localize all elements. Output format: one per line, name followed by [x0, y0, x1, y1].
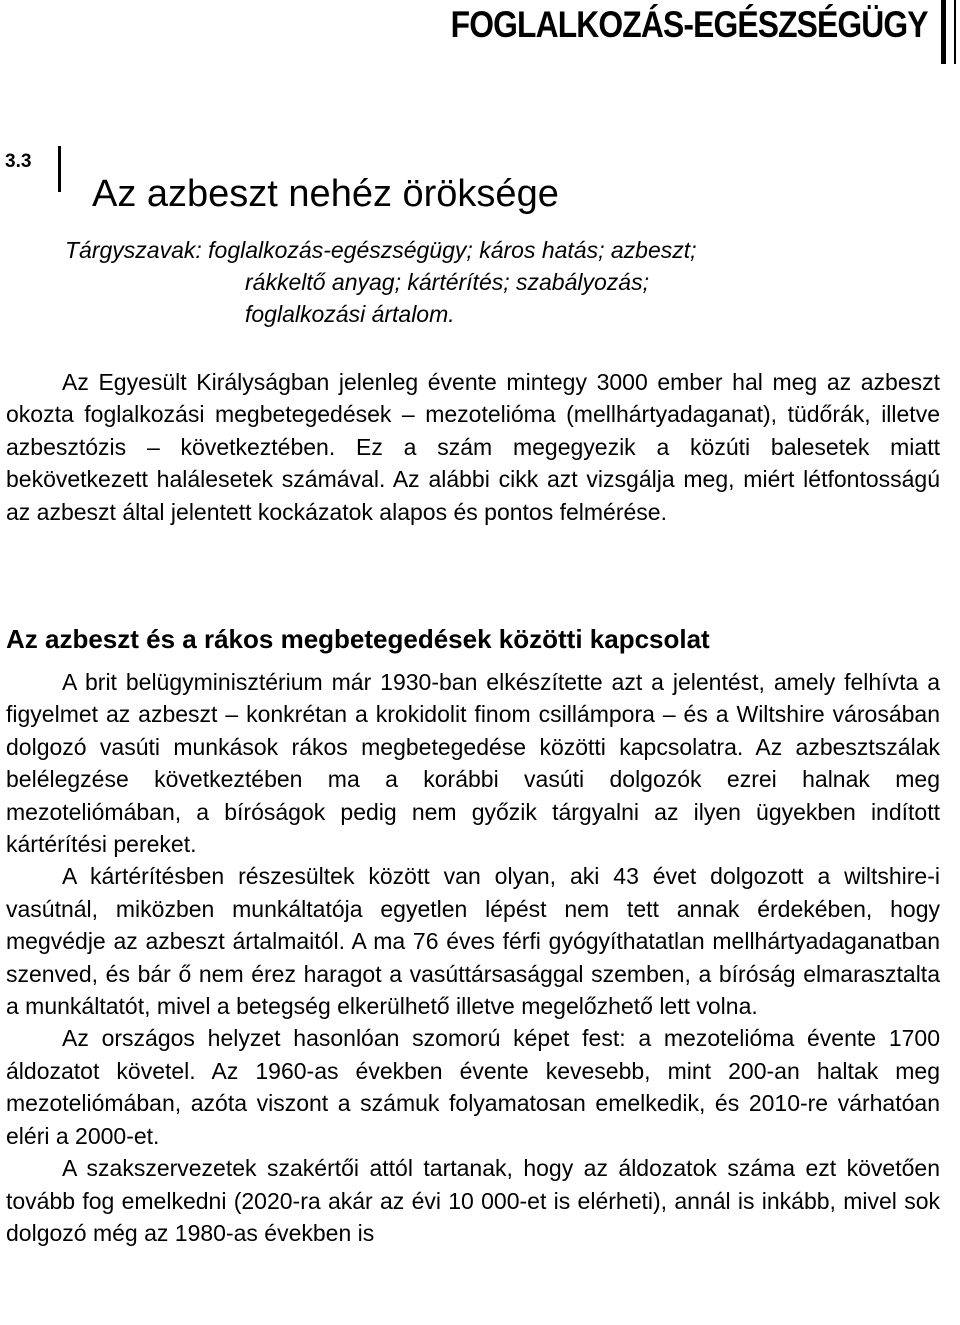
running-header-title: FOGLALKOZÁS-EGÉSZSÉGÜGY	[451, 4, 928, 45]
body-paragraph-4: A szakszervezetek szakértői attól tartanak, hogy az áldozatok száma ezt követően tovább fog emelkedni (2020-ra akár az évi 10 000-et is elérheti), annál is inkább, mivel sok dolgozó még az 1980-as években is	[6, 1155, 940, 1246]
body-text	[6, 666, 940, 1249]
section-divider	[58, 146, 61, 192]
keywords-line-2: rákkeltő anyag; kártérítés; szabályozás;	[245, 269, 649, 295]
subheading: Az azbeszt és a rákos megbetegedések közötti kapcsolat	[6, 623, 710, 654]
body-paragraph-3: Az országos helyzet hasonlóan szomorú képet fest: a mezotelióma évente 1700 áldozatot követel. Az 1960-as években évente kevesebb, mint 200-an haltak meg mezoteliómában, azóta viszont a számuk folyamatosan emelkedik, és 2010-re várhatóan eléri a 2000-et.	[6, 1025, 940, 1149]
keywords-block	[65, 234, 945, 330]
keywords-label: Tárgyszavak:	[65, 237, 202, 263]
body-paragraph-1: A brit belügyminisztérium már 1930-ban elkészítette azt a jelentést, amely felhívta a figyelmet az azbeszt – konkrétan a krokidolit finom csillámpora – és a Wiltshire városában dolgozó vasúti munkások rákos megbetegedése közötti kapcsolatra. Az azbesztszálak belélegzése következtében ma a korábbi vasúti dolgozók ezrei halnak meg mezoteliómában, a bíróságok pedig nem győzik tárgyalni az ilyen ügyekben indított kártérítési pereket.	[6, 669, 940, 858]
article-title: Az azbeszt nehéz öröksége	[92, 173, 559, 216]
keywords-line-1: foglalkozás-egészségügy; káros hatás; azbeszt;	[208, 237, 697, 263]
header-rule-thick	[941, 0, 946, 64]
lead-paragraph-block	[6, 366, 940, 528]
keywords-line-3: foglalkozási ártalom.	[245, 301, 455, 327]
header-rule-thin	[954, 0, 956, 64]
section-number: 3.3	[5, 151, 32, 172]
lead-paragraph: Az Egyesült Királyságban jelenleg évente mintegy 3000 ember hal meg az azbeszt okozta foglalkozási megbetegedések – mezotelióma (mellhártyadaganat), tüdőrák, illetve azbesztózis – következtében. Ez a szám megegyezik a közúti balesetek miatt bekövetkezett halálesetek számával. Az alábbi cikk azt vizsgálja meg, miért létfontosságú az azbeszt által jelentett kockázatok alapos és pontos felmérése.	[6, 369, 940, 525]
body-paragraph-2: A kártérítésben részesültek között van olyan, aki 43 évet dolgozott a wiltshire-i vasútnál, miközben munkáltatója egyetlen lépést nem tett annak érdekében, hogy megvédje az azbeszt ártalmaitól. A ma 76 éves férfi gyógyíthatatlan mellhártyadaganatban szenved, és bár ő nem érez haragot a vasúttársasággal szemben, a bíróság elmarasztalta a munkáltatót, mivel a betegség elkerülhető illetve megelőzhető lett volna.	[6, 863, 940, 1020]
